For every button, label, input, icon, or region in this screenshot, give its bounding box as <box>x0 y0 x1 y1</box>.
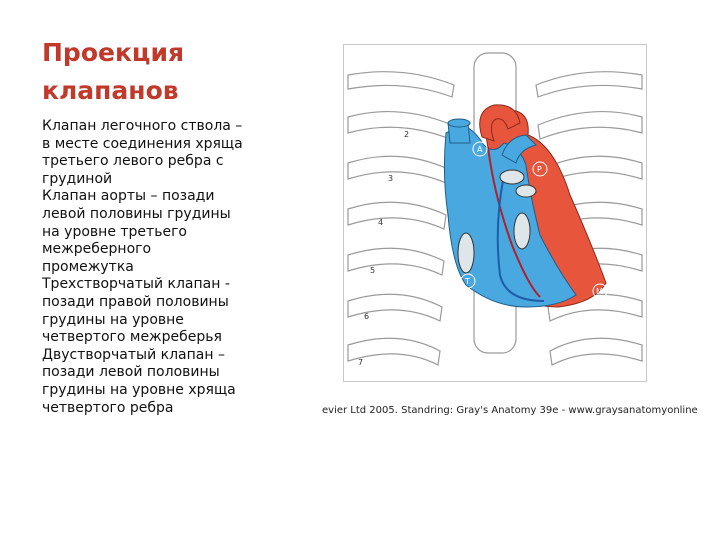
text-line: Трехстворчатый клапан - <box>42 276 230 293</box>
paragraph-pulmonary-valve <box>42 118 307 188</box>
text-line: позади правой половины <box>42 293 229 310</box>
text-line: в месте соединения хряща <box>42 135 243 152</box>
text-line: четвертого межреберья <box>42 329 222 346</box>
body-text <box>42 118 307 417</box>
rib-number: 6 <box>364 312 370 321</box>
valve-label-t: T <box>465 277 470 286</box>
text-line: четвертого ребра <box>42 399 174 416</box>
text-line: Двустворчатый клапан – <box>42 346 225 363</box>
text-line: межреберного <box>42 241 152 258</box>
rib-number: 2 <box>404 130 410 139</box>
text-line: грудины на уровне хряща <box>42 381 236 398</box>
valve-label-a: A <box>477 145 483 154</box>
ribs-left <box>348 72 454 365</box>
rib-number: 4 <box>378 218 384 227</box>
thorax-illustration <box>344 45 646 381</box>
text-line: промежутка <box>42 258 134 275</box>
text-line: левой половины грудины <box>42 205 231 222</box>
text-line: грудины на уровне <box>42 311 184 328</box>
slide-title <box>42 34 302 110</box>
figure-caption: evier Ltd 2005. Standring: Gray's Anatomy 39e - www.graysanatomyonline <box>322 405 698 416</box>
paragraph-mitral-valve <box>42 347 307 417</box>
title-line-1: Проекция <box>42 38 185 67</box>
title-line-2: клапанов <box>42 76 179 105</box>
rib-number: 7 <box>358 358 364 367</box>
rib-number: 3 <box>388 174 394 183</box>
text-line: Клапан легочного ствола – <box>42 118 243 134</box>
text-line: грудиной <box>42 170 113 187</box>
valve-label-p: P <box>537 165 542 174</box>
valve-label-m: M <box>596 287 603 296</box>
text-line: позади левой половины <box>42 364 220 381</box>
text-line: на уровне третьего <box>42 223 187 240</box>
heart-valves-figure <box>343 44 647 382</box>
paragraph-aortic-valve <box>42 188 307 276</box>
text-line: Клапан аорты – позади <box>42 188 215 205</box>
paragraph-tricuspid-valve <box>42 276 307 346</box>
vena-cava-top <box>448 119 470 127</box>
rib-number: 5 <box>370 266 376 275</box>
text-line: третьего левого ребра с <box>42 153 224 170</box>
